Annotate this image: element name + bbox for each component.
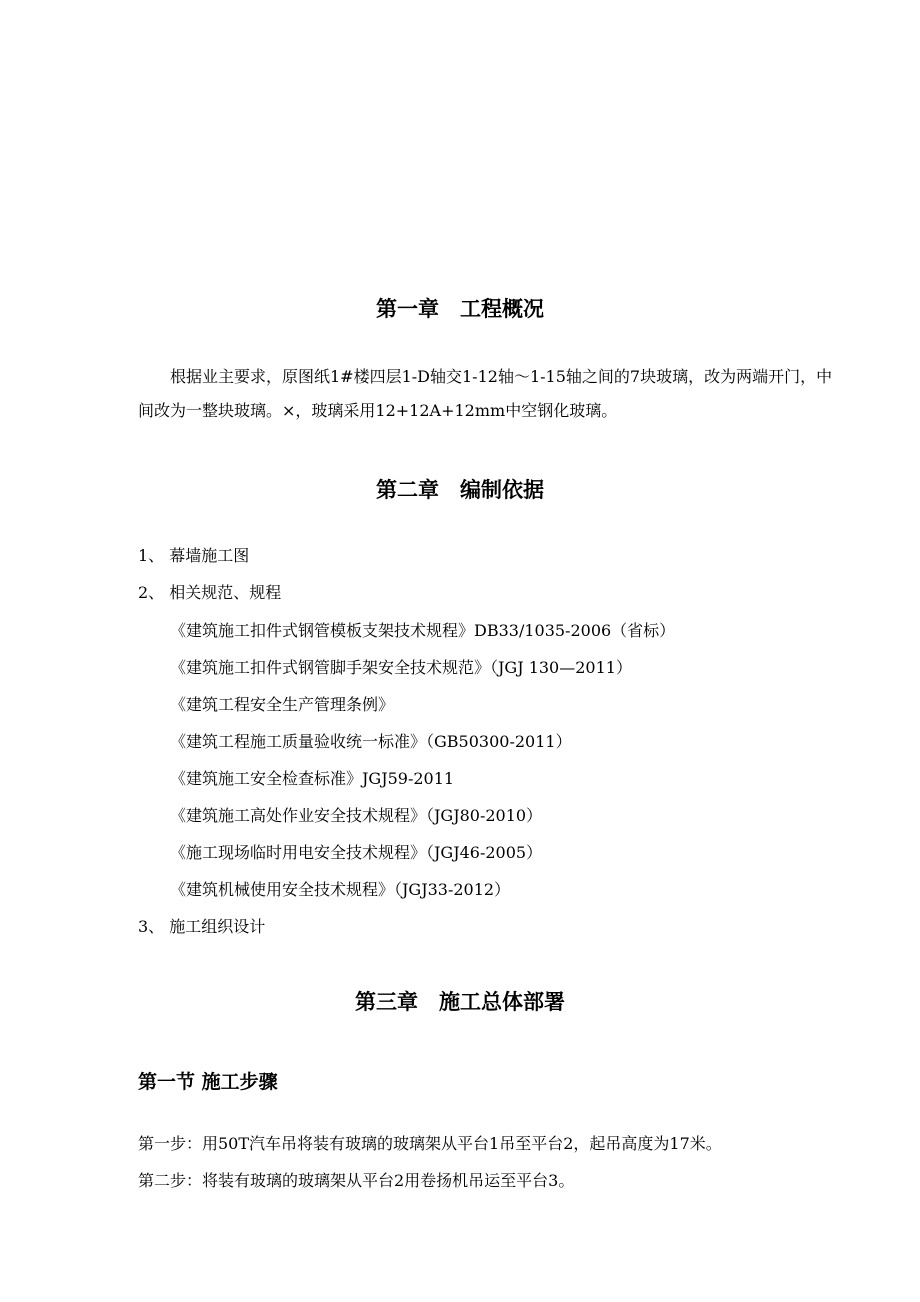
standard-item: 《建筑机械使用安全技术规程》（JGJ33-2012） bbox=[170, 880, 511, 899]
standard-item: 《建筑施工扣件式钢管模板支架技术规程》DB33/1035-2006（省标） bbox=[170, 621, 676, 640]
construction-step: 第一步：用50T汽车吊将装有玻璃的玻璃架从平台1吊至平台2，起吊高度为17米。 bbox=[138, 1134, 722, 1153]
standard-item: 《建筑施工扣件式钢管脚手架安全技术规范》（JGJ 130—2011） bbox=[170, 658, 632, 677]
chapter-3-title: 第三章 施工总体部署 bbox=[355, 990, 565, 1014]
chapter-1-paragraph: 根据业主要求，原图纸1#楼四层1-D轴交1-12轴～1-15轴之间的7块玻璃，改为两端开门，中间改为一整块玻璃。×，玻璃采用12+12A+12mm中空钢化玻璃。 bbox=[138, 367, 833, 420]
standard-item: 《建筑工程施工质量验收统一标准》（GB50300-2011） bbox=[170, 732, 572, 751]
standard-item: 《建筑施工高处作业安全技术规程》（JGJ80-2010） bbox=[170, 806, 543, 825]
section-1-title: 第一节 施工步骤 bbox=[138, 1071, 278, 1093]
chapter-2-title: 第二章 编制依据 bbox=[376, 478, 544, 502]
basis-item-2: 2、 相关规范、规程 bbox=[138, 583, 282, 602]
standard-item: 《建筑施工安全检查标准》JGJ59-2011 bbox=[170, 769, 455, 788]
basis-item-1: 1、 幕墙施工图 bbox=[138, 546, 250, 565]
construction-step: 第二步：将装有玻璃的玻璃架从平台2用卷扬机吊运至平台3。 bbox=[138, 1171, 575, 1190]
basis-item-3: 3、 施工组织设计 bbox=[138, 917, 266, 936]
standard-item: 《建筑工程安全生产管理条例》 bbox=[170, 695, 395, 714]
standard-item: 《施工现场临时用电安全技术规程》（JGJ46-2005） bbox=[170, 843, 543, 862]
chapter-1-title: 第一章 工程概况 bbox=[376, 297, 544, 321]
